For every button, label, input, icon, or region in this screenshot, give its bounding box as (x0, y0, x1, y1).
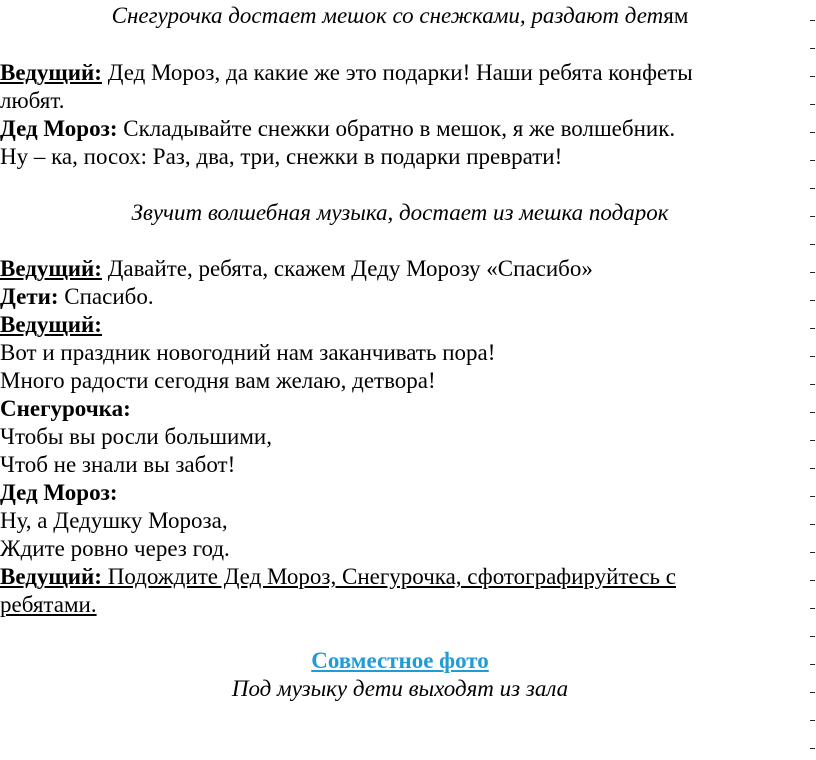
speaker-label: Ведущий: (0, 564, 102, 589)
verse-line: Чтобы вы росли большими, (0, 424, 272, 449)
dialogue-line-host-1 (0, 59, 693, 87)
margin-dot (810, 580, 815, 581)
dialogue-text: Дед Мороз, да какие же это подарки! Наши ребята конфеты (101, 60, 693, 85)
verse-line: Ждите ровно через год. (0, 536, 230, 561)
dialogue-line-children (0, 283, 154, 311)
margin-dot (810, 468, 815, 469)
margin-dot (810, 552, 815, 553)
speaker-label-snegurochka: Снегурочка: (0, 396, 131, 421)
dialogue-text: Ну – ка, посох: Раз, два, три, снежки в подарки преврати! (0, 144, 563, 169)
dialogue-line-ded-moroz-1-cont (0, 143, 562, 171)
stage-direction-3: Под музыку дети выходят из зала (231, 676, 569, 701)
margin-dot (810, 48, 815, 49)
verse-line: Чтоб не знали вы забот! (0, 452, 236, 477)
margin-dot (810, 384, 815, 385)
dialogue-text: Складывайте снежки обратно в мешок, я же волшебник. (117, 116, 676, 141)
margin-dot (810, 636, 815, 637)
margin-dot (810, 608, 815, 609)
margin-dot (810, 692, 815, 693)
dialogue-line-ded-moroz-1 (0, 115, 675, 143)
margin-dot (810, 328, 815, 329)
dialogue-text: любят. (0, 88, 65, 113)
verse-line: Ну, а Дедушку Мороза, (0, 508, 228, 533)
margin-dot (810, 244, 815, 245)
stage-direction-1 (0, 2, 800, 30)
margin-dot (810, 720, 815, 721)
dialogue-line-host-2 (0, 255, 593, 283)
speaker-label: Ведущий: (0, 60, 102, 85)
dialogue-line-host-4-cont: ребятами. (0, 592, 97, 617)
joint-photo-row (0, 647, 800, 675)
stage-direction-1-text: Снегурочка достает мешок со снежками, раздают дет (111, 3, 664, 28)
verse-line: Много радости сегодня вам желаю, детвора! (0, 368, 436, 393)
speaker-label: Дед Мороз: (0, 116, 118, 141)
dialogue-line-host-1-cont (0, 87, 64, 115)
margin-dot (810, 524, 815, 525)
dialogue-line-host-4 (0, 563, 676, 591)
margin-dot (810, 300, 815, 301)
margin-dot (810, 20, 815, 21)
margin-dot (810, 160, 815, 161)
margin-dot (810, 132, 815, 133)
margin-dot (810, 496, 815, 497)
dialogue-text: Спасибо. (58, 284, 154, 309)
verse-line: Вот и праздник новогодний нам заканчивать пора! (0, 340, 496, 365)
margin-dot (810, 104, 815, 105)
margin-dot (810, 356, 815, 357)
margin-dot (810, 440, 815, 441)
margin-dot (810, 188, 815, 189)
margin-dot (810, 216, 815, 217)
margin-dot-leaders (806, 0, 816, 760)
speaker-label-host-3: Ведущий: (0, 312, 102, 337)
margin-dot (810, 272, 815, 273)
stage-direction-1-tail: ям (663, 3, 689, 28)
stage-direction-2: Звучит волшебная музыка, достает из мешка подарок (131, 200, 669, 225)
dialogue-text: Давайте, ребята, скажем Деду Морозу «Спасибо» (101, 256, 593, 281)
margin-dot (810, 412, 815, 413)
margin-dot (810, 76, 815, 77)
dialogue-text: Подождите Дед Мороз, Снегурочка, сфотографируйтесь с (101, 564, 676, 589)
speaker-label: Ведущий: (0, 256, 102, 281)
margin-dot (810, 748, 815, 749)
joint-photo-link[interactable]: Совместное фото (311, 648, 489, 673)
speaker-label: Дети: (0, 284, 59, 309)
margin-dot (810, 664, 815, 665)
speaker-label-ded-moroz-2: Дед Мороз: (0, 480, 118, 505)
